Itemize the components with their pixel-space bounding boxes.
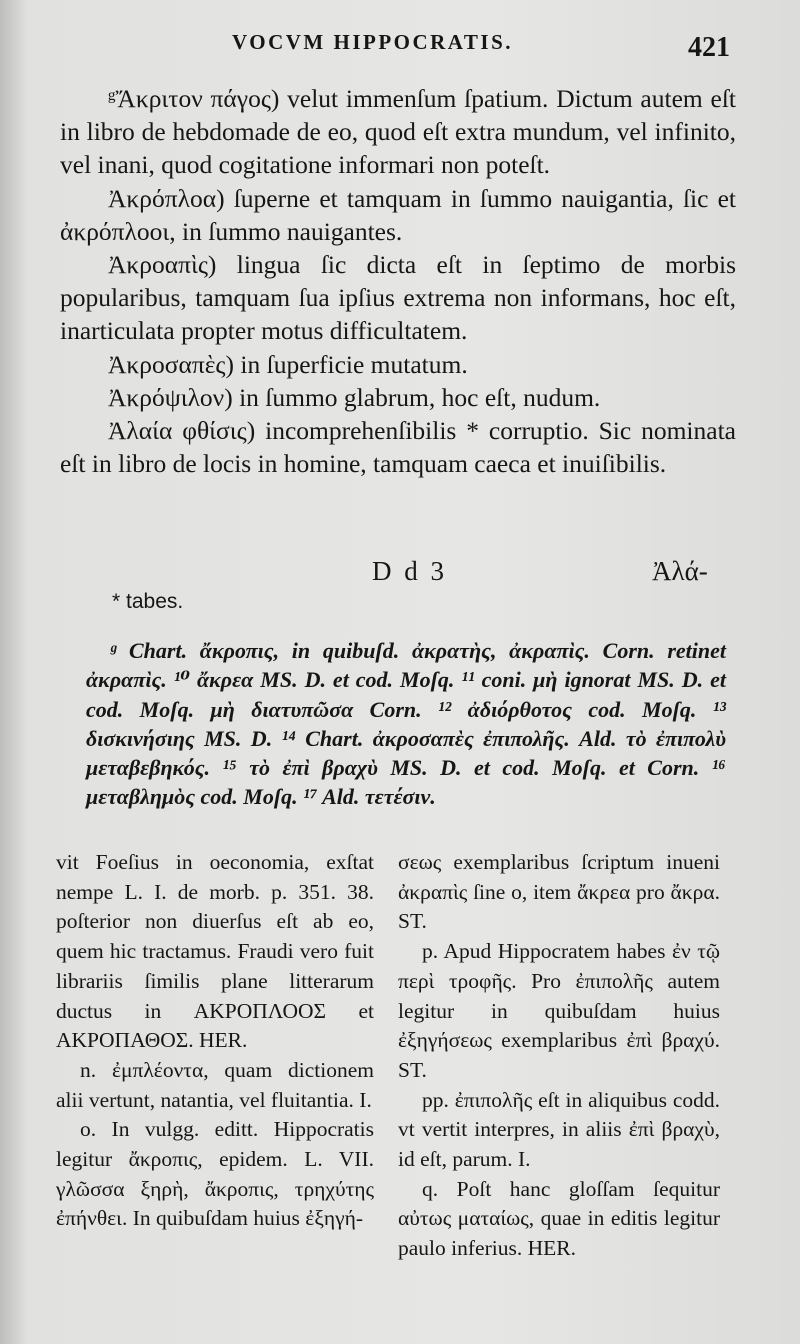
- catchword: Ἀλά-: [652, 556, 708, 586]
- page-header: [0, 30, 800, 66]
- notes-right-column: [398, 848, 720, 1264]
- variant-readings-text: ᵍ Chart. ἄκροπις, in quibuſd. ἀκρατὴς, ἀκραπὶς. Corn. retinet ἀκραπὶς. ¹⁰ ἄκρεα MS. D. et cod. Moſq. ¹¹ coni. μὴ ignorat MS. D. et cod. Moſq. μὴ διατυπῶσα Corn. ¹² ἀδιόρθοτος cod. Moſq. ¹³ δισκινήσιης MS. D. ¹⁴ Chart. ἀκροσαπὲς ἐπιπολῆς. Ald. τὸ ἐπιπολὺ μεταβεβηκός. ¹⁵ τὸ ἐπὶ βραχὺ MS. D. et cod. Moſq. et Corn. ¹⁶ μεταβλημὸς cod. Moſq. ¹⁷ Ald. τετέσιν.: [86, 638, 726, 810]
- variant-readings: [86, 636, 726, 812]
- signature-mark: D d 3: [372, 556, 447, 586]
- note-paragraph: σεως exemplaribus ſcriptum inueni ἀκραπὶς ſine o, item ἄκρεα pro ἄκρα. ST.: [398, 850, 720, 934]
- page-number: 421: [688, 32, 730, 63]
- notes-left-column: [56, 848, 374, 1234]
- entry-akroploa: Ἀκρόπλοα) ſuperne et tamquam in ſummo nauigantia, ſic et ἀκρόπλοοι, in ſummo nauigantes.: [60, 183, 736, 246]
- footnote-tabes: * tabes.: [112, 590, 184, 613]
- note-paragraph: q. Poſt hanc gloſſam ſequitur αὐτως ματαίως, quae in editis legitur paulo inferius. HER.: [398, 1176, 720, 1261]
- note-paragraph: n. ἐμπλέοντα, quam dictionem alii vertunt, natantia, vel fluitantia. I.: [56, 1057, 374, 1112]
- entry-akriton-pagos: ᵍἌκριτον πάγος) velut immenſum ſpatium. Dictum autem eſt in libro de hebdomade de eo, quod eſt extra mundum, vel infinito, vel inani, quod cogitatione informari non poteſt.: [60, 84, 736, 180]
- entry-alaia-phthisis: Ἀλαία φθίσις) incomprehenſibilis * corruptio. Sic nominata eſt in libro de locis in homine, tamquam caeca et inuiſibilis.: [60, 416, 736, 479]
- running-title: VOCVM HIPPOCRATIS.: [232, 30, 514, 54]
- note-paragraph: o. In vulgg. editt. Hippocratis legitur ἄκροπις, epidem. L. VII. γλῶσσα ξηρὴ, ἄκροπις, τρηχύτης ἐπήνθει. In quibuſdam huius ἐξηγή-: [56, 1117, 374, 1231]
- entry-akroapis: Ἀκροαπὶς) lingua ſic dicta eſt in ſeptimo de morbis popularibus, tamquam ſua ipſius extrema non informans, hoc eſt, inarticulata propter motus difficultatem.: [60, 250, 736, 346]
- note-paragraph: p. Apud Hippocratem habes ἐν τῷ περὶ τροφῆς. Pro ἐπιπολῆς autem legitur in quibuſdam huius ἐξηγήσεως exemplaribus ἐπὶ βραχύ. ST.: [398, 939, 720, 1082]
- main-text: [60, 82, 736, 480]
- note-paragraph: vit Foeſius in oeconomia, exſtat nempe L. I. de morb. p. 351. 38. poſterior non diuerſus eſt ab eo, quem hic tractamus. Fraudi vero fuit librariis ſimilis plane litterarum ductus in ΑΚΡΟΠΛΟΟΣ et ΑΚΡΟΠΑΘΟΣ. HER.: [56, 850, 374, 1053]
- note-paragraph: pp. ἐπιπολῆς eſt in aliquibus codd. vt vertit interpres, in aliis ἐπὶ βραχὺ, id eſt, parum. I.: [398, 1087, 720, 1172]
- entry-akrosapes: Ἀκροσαπὲς) in ſuperficie mutatum.: [108, 349, 468, 379]
- entry-akropsilon: Ἀκρόψιλον) in ſummo glabrum, hoc eſt, nudum.: [108, 382, 601, 412]
